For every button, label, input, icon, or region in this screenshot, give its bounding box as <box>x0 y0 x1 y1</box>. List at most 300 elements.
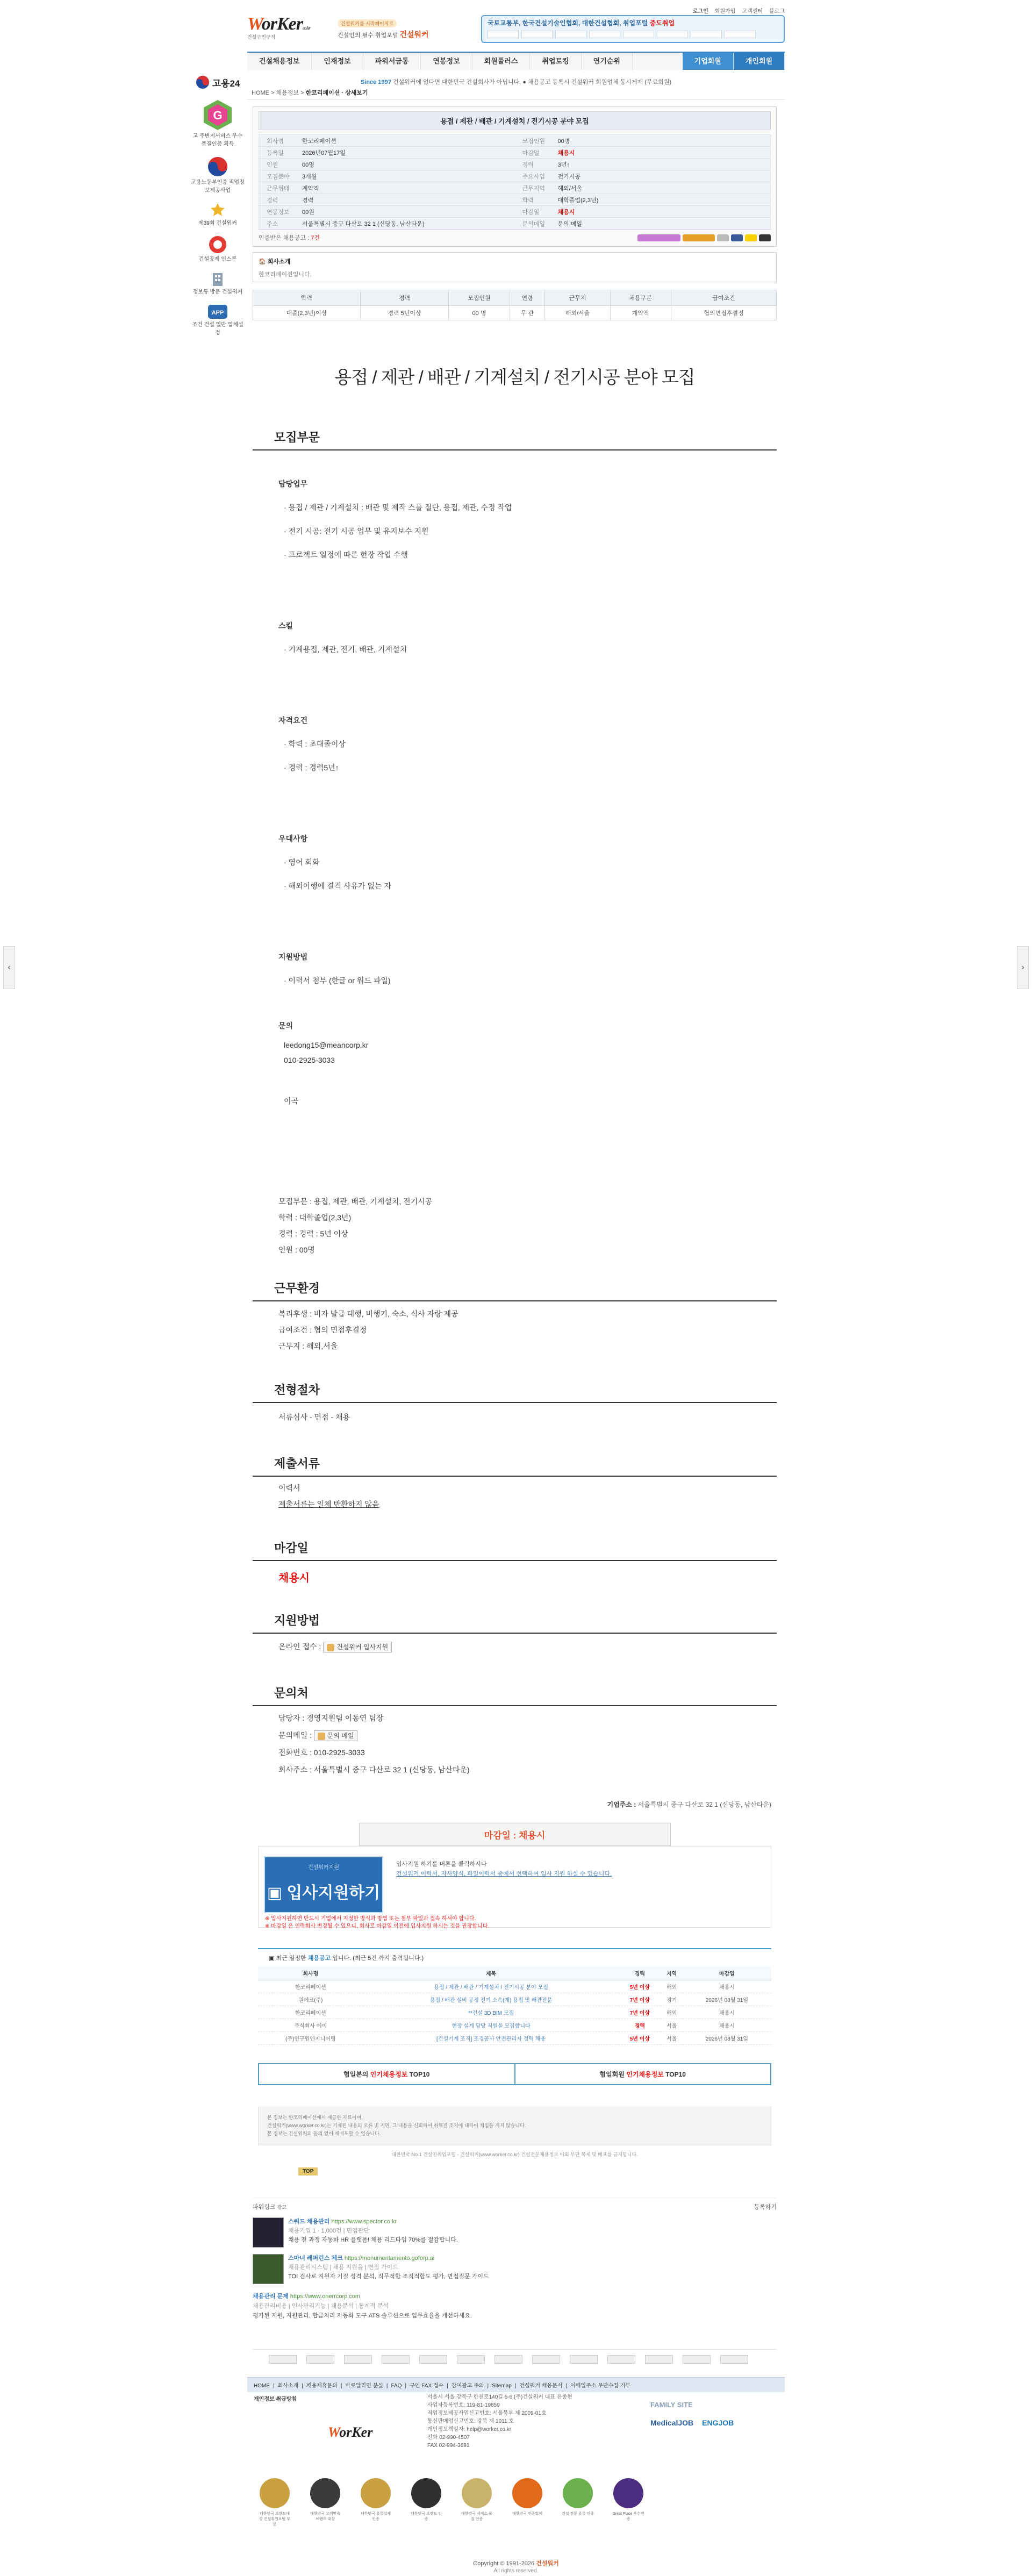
left-ad-label: 건설공제 인스콘 <box>198 256 237 262</box>
promo-link[interactable]: 채용관리 문제 https://www.onerrcorp.com 채용관리비용 | 인사관리기능 | 채용분석 | 통계적 분석 평가된 지원, 지원관리, 합급처리 자동화 도구 ATS 솔루션으로 업무효율을 개선하세요. <box>253 2293 472 2319</box>
recent-cell: 서울 <box>661 2019 682 2032</box>
support-link[interactable]: 고객센터 <box>742 9 763 15</box>
inquiry-mail-button[interactable]: 문의 메일 <box>314 1730 358 1741</box>
summary-row <box>259 159 515 170</box>
korea-emblem-icon <box>196 75 210 89</box>
summary-value: 3개월 <box>302 173 317 180</box>
qual-item: · 학력 : 초대졸이상 <box>284 740 346 748</box>
cert-seal-icon <box>361 2478 391 2508</box>
nav-member-plus[interactable]: 회원플러스 <box>472 53 531 70</box>
share-wide-button[interactable] <box>637 234 680 241</box>
footer-info-line: 사업자등록번호: 119-81-19859 <box>427 2402 500 2408</box>
recent-header: 지역 <box>661 1966 682 1980</box>
footer-info-line: 전화 02-990-4507 <box>427 2435 470 2441</box>
section-inquiry <box>253 1684 777 1778</box>
print-icon[interactable] <box>759 234 771 241</box>
breadcrumb-mid[interactable]: 채용정보 <box>276 90 299 96</box>
blog-link[interactable]: 블로그 <box>769 9 785 15</box>
cert-label: 대한민국 서비스 품질 인증 <box>461 2512 492 2521</box>
deadline-banner: 마감일 : 채용시 <box>359 1823 671 1846</box>
partner-logos <box>253 2349 777 2369</box>
footer-info-line: 직업정보제공사업신고번호: 서울북부 제 2009-01호 <box>427 2410 547 2416</box>
recent-cell: 한코리페이션 <box>258 1980 363 1993</box>
summary-key: 경력 <box>522 161 534 168</box>
nav-talk[interactable]: 취업토킹 <box>530 53 581 70</box>
summary-key: 연봉정보 <box>267 209 290 216</box>
recent-jobs <box>258 1948 771 2045</box>
summary-box <box>253 106 777 247</box>
prev-arrow-button[interactable]: ‹ <box>3 946 15 989</box>
nav-talent[interactable]: 인재정보 <box>312 53 363 70</box>
footer-nav-link[interactable]: 건설워커 채용문서 <box>519 2383 563 2389</box>
recent-cell: 채용시 <box>683 2006 771 2019</box>
recent-row[interactable] <box>258 2006 771 2019</box>
qual-title: 자격요건 <box>278 716 308 725</box>
conditions-header: 근무지 <box>545 290 610 306</box>
summary-key: 등록일 <box>267 149 284 156</box>
conditions-header: 모집인원 <box>449 290 510 306</box>
duty-item: · 용접 / 제관 / 기계설치 : 배관 및 제작 스풀 절단, 용접, 제관, 수정 작업 <box>284 503 512 512</box>
app-logo-icon <box>207 304 228 320</box>
section-process <box>253 1381 777 1428</box>
cert-label: 대한민국 브랜드 인증 <box>411 2512 442 2521</box>
banner-highlight: 중도취업 <box>649 19 675 27</box>
apply-online-button[interactable]: 건설워커 입사지원 <box>323 1642 392 1652</box>
powerlink-register[interactable]: 등록하기 <box>754 2204 777 2210</box>
summary-value: 00원 <box>302 209 314 216</box>
summary-value: 해외/서울 <box>557 185 583 192</box>
conditions-cell: 협의면접후결정 <box>671 306 776 320</box>
nav-personal-member[interactable]: 개인회원 <box>734 53 785 70</box>
cert-seal-icon <box>563 2478 593 2508</box>
cert-seal-icon <box>310 2478 340 2508</box>
contact-phone: 010-2925-3033 <box>284 1056 335 1064</box>
footer-nav-link[interactable]: 구인 FAX 접수 <box>410 2383 444 2389</box>
cert-badge[interactable] <box>258 2478 291 2528</box>
summary-key: 근무형태 <box>267 185 290 192</box>
summary-line: 경력 : 경력 : 5년 이상 <box>278 1229 348 1238</box>
recent-cell: 해외 <box>661 1980 682 1993</box>
g-badge-icon <box>202 99 234 131</box>
env-item: 근무지 : 해외,서울 <box>278 1342 338 1350</box>
share-buttons <box>637 234 771 241</box>
summary-value: 문의 메일 <box>557 220 583 227</box>
apply-button-small: 건설워커지원 <box>308 1865 339 1871</box>
svg-text:G: G <box>213 109 223 122</box>
section-docs-title: 제출서류 <box>253 1455 777 1477</box>
recent-cell: 5년 이상 <box>619 2032 661 2045</box>
promo-thumbnail <box>253 2254 284 2284</box>
signup-link[interactable]: 회원가입 <box>714 9 736 15</box>
left-ad-3[interactable] <box>191 202 245 226</box>
etc-text: 이곡 <box>284 1097 299 1105</box>
cert-label: 대한민국 고객만족 브랜드 대상 <box>310 2512 341 2521</box>
summary-row <box>259 170 515 182</box>
left-ad-2[interactable] <box>191 156 245 194</box>
apply-button-text: ▣ 입사지원하기 <box>267 1884 381 1902</box>
summary-value: 경력 <box>302 197 314 204</box>
notice-bar: Since 1997 건설워커에 없다면 대한민국 건설회사가 아닙니다. ● 채용공고 등록시 건설워커 회원업체 동시게재 (무료회원) <box>360 79 672 85</box>
summary-key: 마감일 <box>522 209 540 216</box>
env-item: 급여조건 : 협의 면접후결정 <box>278 1326 367 1334</box>
building-icon <box>210 271 226 287</box>
left-ad-1[interactable] <box>191 99 245 147</box>
section-env <box>253 1279 777 1354</box>
company-address: 기업주소 : 서울특별시 중구 다산로 32 1 (신당동, 남산타운) <box>607 1801 771 1808</box>
top10-bar <box>258 2063 771 2085</box>
recent-cell[interactable]: [건설기계 조직] 조경공사 안전관리자 경력 채용 <box>363 2032 619 2045</box>
next-arrow-button[interactable]: › <box>1017 946 1029 989</box>
cert-seal-icon <box>613 2478 643 2508</box>
award-icon <box>210 202 226 218</box>
summary-value: 한코리페이션 <box>302 138 336 145</box>
recent-row[interactable] <box>258 1993 771 2006</box>
footer-nav-separator: | <box>302 2383 303 2389</box>
footer-info-line: 서울시 서울 강북구 한천로140길 5-6 (주)건설워커 대표 유종현 <box>427 2394 572 2400</box>
apply-now-button[interactable] <box>264 1856 383 1913</box>
docs-item: 제출서류는 일체 반환하지 않음 <box>278 1500 379 1508</box>
footer-nav-separator: | <box>273 2383 275 2389</box>
recent-row[interactable] <box>258 2032 771 2045</box>
recent-cell: 원에코(주) <box>258 1993 363 2006</box>
duty-title: 담당업무 <box>278 480 308 488</box>
summary-value: 서울특별시 중구 다산로 32 1 (신당동, 남산타운) <box>302 220 425 227</box>
cert-badge[interactable] <box>612 2478 645 2528</box>
copy-note: 대한민국 No.1 건설인취업포털 - 건설워커(www.worker.co.kr) 건설전문채용정보 이외 무단 복제 및 배포를 금지합니다. <box>391 2152 638 2157</box>
conditions-cell: 무 관 <box>510 306 545 320</box>
section-recruit-title: 모집부문 <box>253 428 777 450</box>
summary-row <box>259 218 515 230</box>
footer-info-line: 통신판매업신고번호: 강북 제 1011 호 <box>427 2418 514 2424</box>
summary-row <box>515 218 771 230</box>
left-ad-label: 제39회 건설워커 <box>198 220 237 226</box>
duty-item: · 프로젝트 일정에 따른 현장 작업 수행 <box>284 550 408 559</box>
gov-emblem-icon <box>207 156 228 177</box>
cert-badge[interactable] <box>309 2478 342 2528</box>
summary-row <box>259 206 515 218</box>
contact-email: leedong15@meancorp.kr <box>284 1041 369 1049</box>
summary-row <box>259 194 515 206</box>
recent-cell: 5년 이상 <box>619 1980 661 1993</box>
method-title: 지원방법 <box>278 953 308 961</box>
family-engjob[interactable]: ENGJOB <box>702 2418 734 2427</box>
recent-header: 제목 <box>363 1966 619 1980</box>
recent-header: 마감일 <box>683 1966 771 1980</box>
left-ad-label: 고 주변지서비스 우수품질인증 획득 <box>192 133 243 147</box>
cert-seal-icon <box>462 2478 492 2508</box>
summary-key: 모집인원 <box>522 138 546 145</box>
summary-key: 근무지역 <box>522 185 546 192</box>
footer-nav-link[interactable]: 참여광고 주의 <box>451 2383 484 2389</box>
cert-label: Great Place 우수인증 <box>612 2512 644 2521</box>
scrap-button[interactable] <box>683 234 715 241</box>
left-ad-label: 고용노동부인증 직업정보제공사업 <box>191 180 245 194</box>
recent-cell[interactable]: 용접 / 제관 / 배관 / 기계설치 / 전기시공 분야 모집 <box>363 1980 619 1993</box>
site-footer <box>247 2377 785 2467</box>
left-ad-5[interactable] <box>191 271 245 295</box>
nav-jobs[interactable]: 건설채용정보 <box>247 53 312 70</box>
family-title: FAMILY SITE <box>650 2401 693 2409</box>
summary-key: 주소 <box>267 220 278 227</box>
left-ad-6[interactable] <box>191 304 245 336</box>
summary-row <box>515 159 771 170</box>
cert-count-label: 인증받은 채용공고 : <box>259 235 310 241</box>
footer-nav-separator: | <box>487 2383 489 2389</box>
left-ad-4[interactable] <box>191 235 245 262</box>
logo-subtitle: 건설구인구직 <box>247 34 276 40</box>
conditions-cell: 경력 5년이상 <box>360 306 449 320</box>
conditions-header: 연령 <box>510 290 545 306</box>
summary-line: 학력 : 대학졸업(2,3년) <box>278 1213 352 1222</box>
job-title: 용접 / 제관 / 배관 / 기계설치 / 전기시공 분야 모집 <box>334 367 695 387</box>
apply-icon <box>327 1644 334 1651</box>
summary-value: 채용시 <box>557 149 575 156</box>
cert-label: 대한민국 인증업체 <box>512 2512 543 2516</box>
recent-cell: 2026년 08월 31일 <box>683 2032 771 2045</box>
login-link[interactable]: 로그인 <box>692 9 708 15</box>
nav-company-member[interactable]: 기업회원 <box>683 53 734 70</box>
conditions-header: 경력 <box>360 290 449 306</box>
footer-nav-link[interactable]: FAQ <box>391 2383 402 2389</box>
recent-cell: 7년 이상 <box>619 2006 661 2019</box>
recent-cell[interactable]: 현장 설계 담당 직원을 모집합니다 <box>363 2019 619 2032</box>
family-sites <box>650 2401 734 2427</box>
recent-cell: 서울 <box>661 2032 682 2045</box>
recent-cell: 해외 <box>661 2006 682 2019</box>
summary-value: 00명 <box>302 161 314 168</box>
conditions-cell: 계약직 <box>610 306 671 320</box>
top-links <box>693 6 785 15</box>
footer-nav-separator: | <box>565 2383 568 2389</box>
qual-item: · 경력 : 경력5년↑ <box>284 763 339 772</box>
conditions-cell: 00 명 <box>449 306 510 320</box>
recent-cell: 채용시 <box>683 1980 771 1993</box>
process-text: 서류심사 - 면접 - 채용 <box>278 1413 350 1421</box>
recent-jobs-title: ▣ 최근 일정한 채용공고 입니다. (최근 5건 까지 출력됩니다.) <box>269 1955 424 1962</box>
apply-warning: ※ 입사지원하면 반드시 기업에서 지정한 방식과 방법 또는 첨부 파일과 접속 하셔야 합니다. ※ 마감일 은 인력회사 변경될 수 있으니, 회사로 마감일 이전에 입사지원 하시는 것을 권장합니다. <box>265 1916 490 1929</box>
cert-badge[interactable] <box>460 2478 493 2528</box>
copyright: Copyright © 1991-2026 건설워커 All rights reserved. <box>473 2560 559 2574</box>
summary-line: 인원 : 00명 <box>278 1246 315 1254</box>
cert-badge[interactable] <box>511 2478 544 2528</box>
summary-value: 계약직 <box>302 185 319 192</box>
apply-box <box>258 1846 771 1928</box>
inquiry-phone: 전화번호 : 010-2925-3033 <box>278 1748 365 1757</box>
inquiry-address: 회사주소 : 서울특별시 중구 다산로 32 1 (신당동, 남산타운) <box>278 1765 470 1774</box>
conditions-header: 급여조건 <box>671 290 776 306</box>
recent-cell[interactable]: 용접 / 배관 설비 공정 전기 소속(계) 용접 및 배관전문 <box>363 1993 619 2006</box>
footer-nav-separator: | <box>405 2383 407 2389</box>
summary-key: 문의메일 <box>522 220 546 227</box>
banner-logos <box>488 31 778 38</box>
apply-instructions: 입사지원 하기를 버튼을 클릭하시나 건설워커 이력서, 자사양식, 파일이력서 중에서 선택하여 입사 지원 하실 수 있습니다. <box>396 1861 612 1877</box>
conditions-cell: 해외/서울 <box>545 306 610 320</box>
footer-nav <box>247 2377 785 2392</box>
footer-nav-link[interactable]: Sitemap <box>492 2383 512 2389</box>
summary-title: 용접 / 제관 / 배관 / 기계설치 / 전기시공 분야 모집 <box>259 111 771 130</box>
recent-cell: 2026년 08월 31일 <box>683 1993 771 2006</box>
contact-title: 문의 <box>278 1021 293 1030</box>
cert-badge[interactable] <box>410 2478 443 2528</box>
summary-row <box>515 194 771 206</box>
summary-row <box>259 147 515 159</box>
deadline-value: 채용시 <box>278 1572 310 1584</box>
footer-info-line: FAX 02-994-3691 <box>427 2443 470 2449</box>
summary-row <box>515 147 771 159</box>
nav-power[interactable]: 파워서금통 <box>363 53 421 70</box>
recent-cell: (주)연구원엔지니어링 <box>258 2032 363 2045</box>
footer-nav-link[interactable]: 채용제휴문의 <box>306 2383 338 2389</box>
job-detail <box>253 106 777 2176</box>
left-ad-label: 정보통 방문 건설워커 <box>192 289 243 295</box>
breadcrumb-home[interactable]: HOME <box>252 90 269 96</box>
method-item: · 이력서 첨부 (한글 or 워드 파일) <box>284 976 391 985</box>
cert-seal-icon <box>411 2478 441 2508</box>
nav-ranking[interactable]: 연기순위 <box>582 53 633 70</box>
certifications <box>247 2478 785 2528</box>
inquiry-manager: 담당자 : 경영지원팀 이동연 팀장 <box>278 1714 384 1722</box>
section-inquiry-title: 문의처 <box>253 1684 777 1706</box>
summary-row <box>259 182 515 194</box>
promo-item[interactable]: 스마너 레퍼런스 체크 https://monumentamento.goforp.ai 채용관리시스템 | 채용 지원을 | 면접 가이드 TOI 검사로 지원자 기질 성격 분석, 직무적합 조직적합도 평가, 면접질문 가이드 <box>253 2254 777 2284</box>
summary-row <box>515 206 771 218</box>
summary-row <box>259 135 515 147</box>
inquiry-mail-label: 문의메일 : <box>278 1731 312 1740</box>
summary-value: 대학졸업(2,3년) <box>557 197 599 204</box>
tagline: 건설인의 필수 취업포털 건설워커 <box>338 30 429 39</box>
summary-line: 모집부문 : 용접, 제관, 배관, 기계설치, 전기시공 <box>278 1197 433 1206</box>
duty-item: · 전기 시공: 전기 시공 업무 및 유지보수 지원 <box>284 527 429 535</box>
site-header <box>247 6 785 96</box>
company-intro <box>253 252 777 282</box>
insurance-logo-icon <box>208 235 227 254</box>
left-ad-label: 조건 건설 일반 업체설정 <box>192 322 243 336</box>
section-apply-title: 지원방법 <box>253 1612 777 1634</box>
section-docs <box>253 1455 777 1512</box>
conditions-header: 채용구분 <box>610 290 671 306</box>
company-intro-text: 한코리페이션입니다. <box>259 271 312 278</box>
promo-thumbnail <box>253 2217 284 2248</box>
recent-cell: 경기 <box>661 1993 682 2006</box>
svg-text:APP: APP <box>211 310 224 316</box>
skill-item: · 기계용접, 제관, 전기, 배관, 기계설치 <box>284 645 407 654</box>
cert-label: 건설 전문 유통 인증 <box>562 2512 594 2516</box>
company-intro-title: 🏠 회사소개 <box>259 259 291 265</box>
conditions-table <box>253 290 777 320</box>
goyong24-label: 고용24 <box>212 78 240 89</box>
breadcrumb: HOME > 채용정보 > 한코리페이션 · 상세보기 <box>252 90 368 96</box>
footer-nav-link[interactable]: 회사소개 <box>277 2383 299 2389</box>
summary-key: 회사명 <box>267 138 284 145</box>
recent-row[interactable] <box>258 2019 771 2032</box>
footer-nav-separator: | <box>514 2383 517 2389</box>
summary-row <box>515 182 771 194</box>
recent-header: 회사명 <box>258 1966 363 1980</box>
summary-value: 3년↑ <box>557 161 570 168</box>
footer-nav-separator: | <box>340 2383 342 2389</box>
summary-key: 학력 <box>522 197 534 204</box>
footer-nav-link[interactable]: 바로알리면 분실 <box>345 2383 383 2389</box>
share-facebook-icon[interactable] <box>731 234 743 241</box>
recent-cell[interactable]: **건설 3D BIM 모집 <box>363 2006 619 2019</box>
set-homepage-pill[interactable]: 건설워커를 시작페이지로 <box>338 19 397 27</box>
recent-row[interactable] <box>258 1980 771 1993</box>
skill-title: 스킬 <box>278 621 293 630</box>
left-ad-column <box>191 75 245 345</box>
recent-cell: 7년 이상 <box>619 1993 661 2006</box>
conditions-header: 학력 <box>253 290 361 306</box>
mail-icon <box>318 1733 325 1740</box>
summary-row <box>515 170 771 182</box>
summary-key: 경력 <box>267 197 278 204</box>
top10-right[interactable]: 협일회원 인기채용정보 TOP10 <box>514 2064 771 2084</box>
summary-value: 채용시 <box>557 209 575 216</box>
section-env-title: 근무환경 <box>253 1279 777 1301</box>
promo-item[interactable]: 스쿼드 채용관리 https://www.spector.co.kr 채용기업 1 · 1,000건 | 면접판단 채용 전 과정 자동화 HR 플랫폼! 채용 리드타임 70%를 절감합니다. <box>253 2217 777 2248</box>
pref-item: · 영어 회화 <box>284 858 320 867</box>
recent-jobs-table <box>258 1966 771 2045</box>
pref-item: · 해외이행에 결격 사유가 없는 자 <box>284 882 391 890</box>
powerlink-title: 파워링크 광고 <box>253 2204 287 2210</box>
cert-badge[interactable] <box>561 2478 594 2528</box>
nav-salary[interactable]: 연봉정보 <box>421 53 472 70</box>
top-button[interactable]: TOP <box>298 2167 318 2176</box>
goyong24-logo[interactable] <box>191 75 245 89</box>
apply-label: 온라인 접수 : <box>278 1642 321 1651</box>
docs-item: 이력서 <box>278 1484 300 1492</box>
banner-text: 국토교통부, 한국건설기술인협회, 대한건설협회, 취업포털 <box>488 19 648 27</box>
footer-nav-link[interactable]: HOME <box>254 2383 270 2389</box>
cert-badge[interactable] <box>359 2478 392 2528</box>
family-medicaljob[interactable]: MedicalJOB <box>650 2418 694 2427</box>
disclaimer: 본 정보는 한코리페이션에서 제공한 자료이며, 건설워커(www.worker.co.kr)는 기재된 내용의 오류 및 지연, 그 내용을 신뢰하여 취해진 조치에 대하여 책임을 지지 않습니다. 본 정보는 건설워커의 동의 없이 재배포할 수 없습니다. <box>258 2107 771 2145</box>
summary-key: 마감일 <box>522 149 540 156</box>
site-logo[interactable]: WorKerco.kr 건설구인구직 <box>247 14 317 45</box>
footer-nav-separator: | <box>386 2383 388 2389</box>
main-nav <box>247 52 785 70</box>
recent-cell: 한코리페이션 <box>258 2006 363 2019</box>
section-deadline <box>253 1539 777 1590</box>
share-twitter-icon[interactable] <box>717 234 729 241</box>
footer-logo[interactable]: WorKer <box>328 2424 373 2440</box>
section-deadline-title: 마감일 <box>253 1539 777 1561</box>
powerlink-ads <box>253 2198 777 2321</box>
summary-key: 주요사업 <box>522 173 546 180</box>
recent-cell: 경력 <box>619 2019 661 2032</box>
share-kakao-icon[interactable] <box>745 234 757 241</box>
section-apply <box>253 1612 777 1657</box>
env-item: 복리후생 : 비자 발급 대행, 비행기, 숙소, 식사 자랑 제공 <box>278 1310 458 1318</box>
footer-info <box>427 2393 572 2450</box>
summary-value: 전기시공 <box>557 173 581 180</box>
cert-label: 대한민국 유통업체 인증 <box>360 2512 391 2521</box>
cert-seal-icon <box>260 2478 290 2508</box>
footer-info-line: 개인정보책임자: help@worker.co.kr <box>427 2427 512 2432</box>
summary-key: 인원 <box>267 161 278 168</box>
conditions-cell: 대졸(2,3년)이상 <box>253 306 361 320</box>
partner-banner[interactable] <box>481 15 785 43</box>
recent-cell: 채용시 <box>683 2019 771 2032</box>
footer-nav-link[interactable]: 이메일주소 무단수집 거부 <box>570 2383 630 2389</box>
cert-seal-icon <box>512 2478 542 2508</box>
cert-label: 대한민국 브랜드대상 건설취업포털 부문 <box>259 2512 290 2527</box>
summary-key: 모집분야 <box>267 173 290 180</box>
cert-count: 7건 <box>311 235 320 241</box>
breadcrumb-current: 한코리페이션 · 상세보기 <box>305 90 368 96</box>
top10-left[interactable]: 협일본의 인기채용정보 TOP10 <box>343 2071 430 2078</box>
privacy-link[interactable]: 개인정보 취급방침 <box>254 2396 297 2402</box>
footer-nav-separator: | <box>447 2383 448 2389</box>
